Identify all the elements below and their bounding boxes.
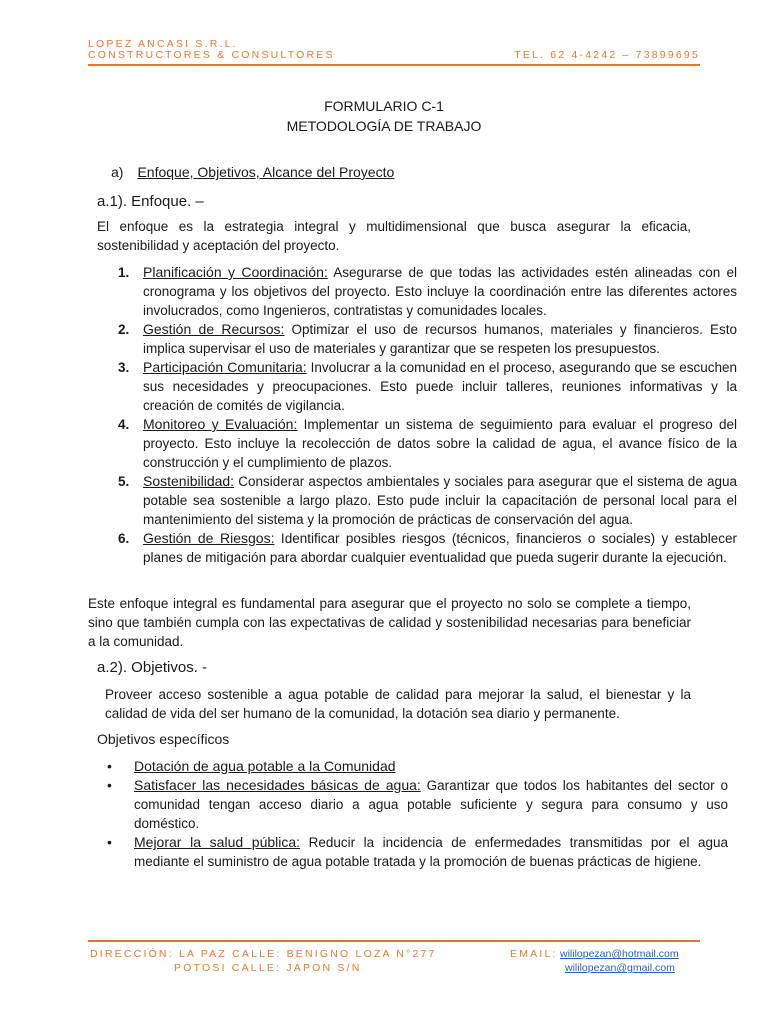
header-divider: [88, 64, 700, 66]
item-text: Considerar aspectos ambientales y sociales para asegurar que el sistema de agua potable sea sostenible a largo plazo. Esto pude incluir la capacitación de personal local para el mantenimiento del sistema y la promoción de prácticas de conservación del agua.: [143, 474, 737, 527]
item-label: Mejorar la salud pública:: [134, 834, 301, 850]
section-a-heading: [111, 164, 394, 180]
company-tagline: CONSTRUCTORES & CONSULTORES: [88, 49, 335, 61]
objetivo-item: [107, 776, 729, 833]
enfoque-item: [118, 529, 738, 567]
objetivo-item: [107, 833, 729, 871]
enfoque-item: [118, 263, 737, 320]
bullet: •: [107, 777, 112, 793]
enfoque-heading: a.1). Enfoque. –: [97, 193, 204, 210]
item-number: 3.: [118, 360, 130, 375]
item-text: Reducir la incidencia de enfermedades transmitidas por el agua mediante el suministro de agua potable tratada y la promoción de buenas prácticas de higiene.: [134, 835, 729, 869]
address-la-paz: DIRECCIÓN: LA PAZ CALLE: BENIGNO LOZA N°277: [90, 948, 437, 960]
company-phone: TEL. 62 4-4242 – 73899695: [514, 49, 700, 61]
form-subtitle: METODOLOGÍA DE TRABAJO: [286, 118, 482, 134]
item-text: Optimizar el uso de recursos humanos, materiales y financieros. Esto implica supervisar el uso de materiales y garantizar que se respeten los presupuestos.: [143, 322, 737, 356]
enfoque-intro: El enfoque es la estrategia integral y multidimensional que busca asegurar la eficacia, sostenibilidad y aceptación del proyecto.: [97, 219, 691, 253]
footer-divider: [88, 940, 700, 942]
email-label: EMAIL:: [510, 948, 558, 960]
email-link-gmail[interactable]: wililopezan@gmail.com: [565, 962, 675, 974]
company-name: LOPEZ ANCASI S.R.L.: [88, 38, 238, 50]
item-label: Monitoreo y Evaluación:: [143, 416, 298, 432]
enfoque-item: [118, 472, 737, 529]
enfoque-item: [118, 358, 737, 415]
item-label: Sostenibilidad:: [143, 473, 235, 489]
item-label: Satisfacer las necesidades básicas de agua:: [134, 777, 421, 793]
item-number: 2.: [118, 322, 130, 337]
objetivos-especificos-heading: Objetivos específicos: [97, 731, 230, 747]
section-a-title: Enfoque, Objetivos, Alcance del Proyecto: [137, 164, 395, 180]
item-text: Involucrar a la comunidad en el proceso, asegurando que se escuchen sus necesidades y preocupaciones. Esto puede incluir talleres, reuniones informativas y la creación de comités de vigilancia.: [143, 360, 737, 413]
item-label: Participación Comunitaria:: [143, 359, 307, 375]
enfoque-item: [118, 415, 737, 472]
item-text: Identificar posibles riesgos (técnicos, financieros o sociales) y establecer planes de mitigación para abordar cualquier eventualidad que pueda sugerir durante la ejecución.: [143, 531, 738, 565]
item-label: Planificación y Coordinación:: [143, 264, 328, 280]
email-link-hotmail[interactable]: wililopezan@hotmail.com: [560, 948, 679, 960]
enfoque-list: [97, 263, 737, 567]
page-footer: [0, 946, 768, 976]
item-number: 6.: [118, 531, 130, 546]
section-a-marker: a): [111, 164, 124, 180]
objetivo-general: Proveer acceso sostenible a agua potable de calidad para mejorar la salud, el bienestar y la calidad de vida del ser humano de la comunidad, la dotación sea diario y permanente.: [105, 687, 691, 721]
item-text: Garantizar que todos los habitantes del sector o comunidad tengan acceso diario a agua potable suficiente y segura para consumo y uso doméstico.: [134, 778, 729, 831]
enfoque-item: [118, 320, 737, 358]
objetivos-list: [97, 757, 728, 871]
bullet: •: [107, 834, 112, 850]
item-number: 1.: [118, 265, 130, 280]
item-label: Gestión de Riesgos:: [143, 530, 275, 546]
item-text: Implementar un sistema de seguimiento para evaluar el progreso del proyecto. Esto incluye la recolección de datos sobre la calidad de agua, el avance físico de la construcción y el cumplimiento de plazos.: [143, 417, 737, 470]
form-title: FORMULARIO C-1: [324, 98, 444, 114]
item-number: 4.: [118, 417, 130, 432]
item-text: Asegurarse de que todas las actividades estén alineadas con el cronograma y los objetivos del proyecto. Esto incluye la coordinación entre las diferentes actores involucrados, como Ingenieros, contratistas y comunidades locales.: [143, 265, 737, 318]
bullet: •: [107, 758, 112, 774]
item-number: 5.: [118, 474, 130, 489]
objetivos-heading: a.2). Objetivos. -: [97, 659, 208, 676]
item-label: Gestión de Recursos:: [143, 321, 285, 337]
enfoque-conclusion: Este enfoque integral es fundamental para asegurar que el proyecto no solo se complete a tiempo, sino que también cumpla con las expectativas de calidad y sostenibilidad necesarias para beneficiar a la comunidad.: [88, 596, 691, 649]
objetivo-item: [107, 757, 728, 776]
address-potosi: POTOSI CALLE: JAPON S/N: [174, 962, 362, 974]
item-label: Dotación de agua potable a la Comunidad: [134, 758, 396, 774]
